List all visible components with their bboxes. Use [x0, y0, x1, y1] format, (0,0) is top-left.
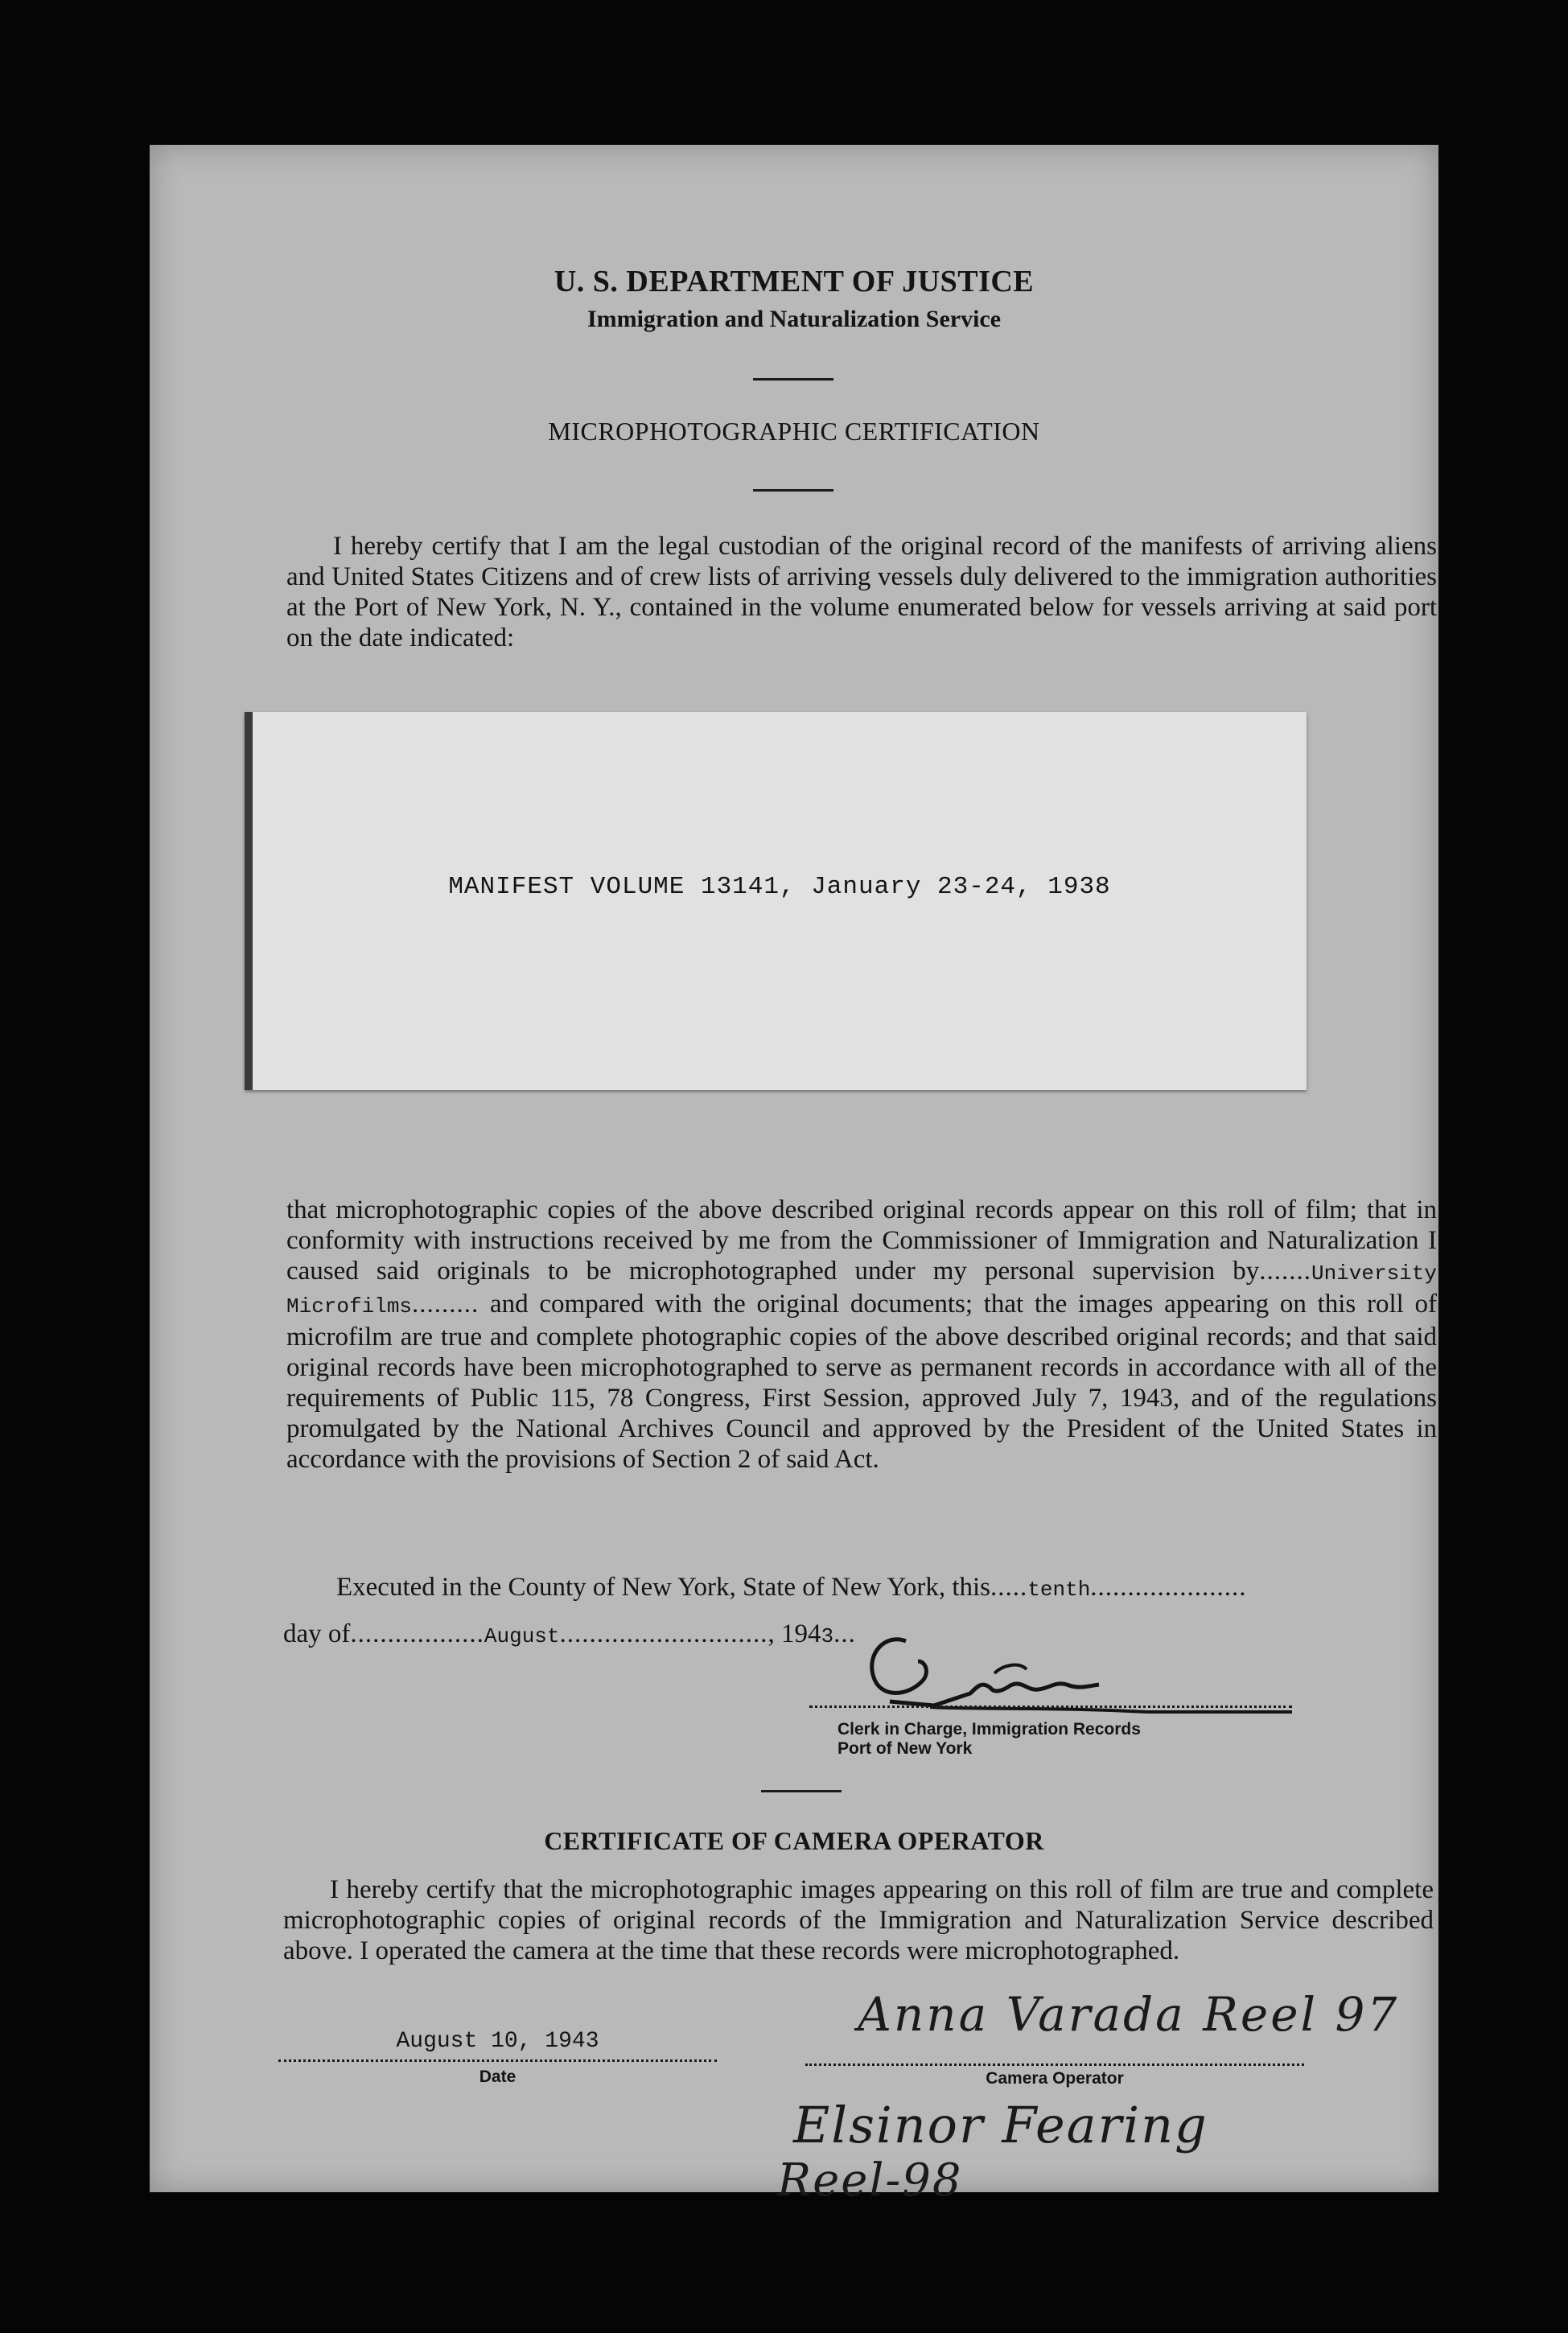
divider-camera-section: [761, 1790, 842, 1792]
certification-heading: MICROPHOTOGRAPHIC CERTIFICATION: [548, 417, 1040, 446]
department-title: U. S. DEPARTMENT OF JUSTICE: [554, 265, 1035, 298]
date-caption: Date: [479, 2068, 516, 2086]
clerk-caption: Clerk in Charge, Immigration Records Port of New York: [838, 1720, 1141, 1758]
divider-top: [753, 378, 833, 381]
signature-line: [809, 1706, 1292, 1708]
camera-operator-heading: CERTIFICATE OF CAMERA OPERATOR: [544, 1826, 1044, 1855]
date-field: [278, 2027, 717, 2062]
divider-below-heading: [753, 489, 833, 492]
intro-paragraph: I hereby certify that I am the legal custodian of the original record of the manifests of arriving aliens and United States Citizens and of crew lists of arriving vessels duly delivered to the immigration authorities at the Port of New York, N. Y., contained in the volume enumerated below for vessels arriving at said port on the date indicated:: [286, 532, 1437, 652]
service-subtitle: Immigration and Naturalization Service: [586, 306, 1002, 332]
executed-day: tenth: [1027, 1578, 1091, 1602]
manifest-volume-text: MANIFEST VOLUME 13141, January 23-24, 1938: [448, 873, 1111, 901]
certificate-page: [150, 145, 1438, 2207]
date-value: August 10, 1943: [396, 2029, 599, 2054]
camera-operator-paragraph: I hereby certify that the microphotographic images appearing on this roll of film are true and complete microphotographic copies of original records of the Immigration and Naturalization Service described above. I operated the camera at the time that these records were microphotographed.: [283, 1875, 1434, 1965]
executed-month: August: [484, 1624, 560, 1648]
handwritten-second-name: Elsinor Fearing: [793, 2096, 1208, 2154]
executed-line: Executed in the County of New York, State of New York, this.....tenth.....................: [336, 1573, 1247, 1602]
handwritten-reel-number: Reel-98: [777, 2154, 963, 2207]
manifest-volume-slip: [245, 712, 1307, 1090]
handwritten-operator-name: Anna Varada Reel 97: [858, 1987, 1400, 2042]
executed-year-digit: 3: [821, 1624, 834, 1648]
day-of-line: day of..................August............................, 1943...: [283, 1619, 856, 1648]
certification-body: that microphotographic copies of the above described original records appear on this roll of film; that in conformity with instructions received by me from the Commissioner of Immigration and Naturalization I caused said originals to be microphotographed under my personal supervision by.......University Microfilms......... and compared with the original documents; that the images appearing on this roll of microfilm are true and complete photographic copies of the above described original records; and that said original records have been microphotographed to serve as permanent records in accordance with all of the requirements of Public 115, 78 Congress, First Session, approved July 7, 1943, and of the regulations promulgated by the National Archives Council and approved by the President of the United States in accordance with the provisions of Section 2 of said Act.: [286, 1195, 1437, 1474]
camera-operator-caption: Camera Operator: [986, 2069, 1124, 2088]
clerk-signature: [809, 1617, 1292, 1730]
supervisor-name: University Microfilms: [286, 1261, 1437, 1319]
